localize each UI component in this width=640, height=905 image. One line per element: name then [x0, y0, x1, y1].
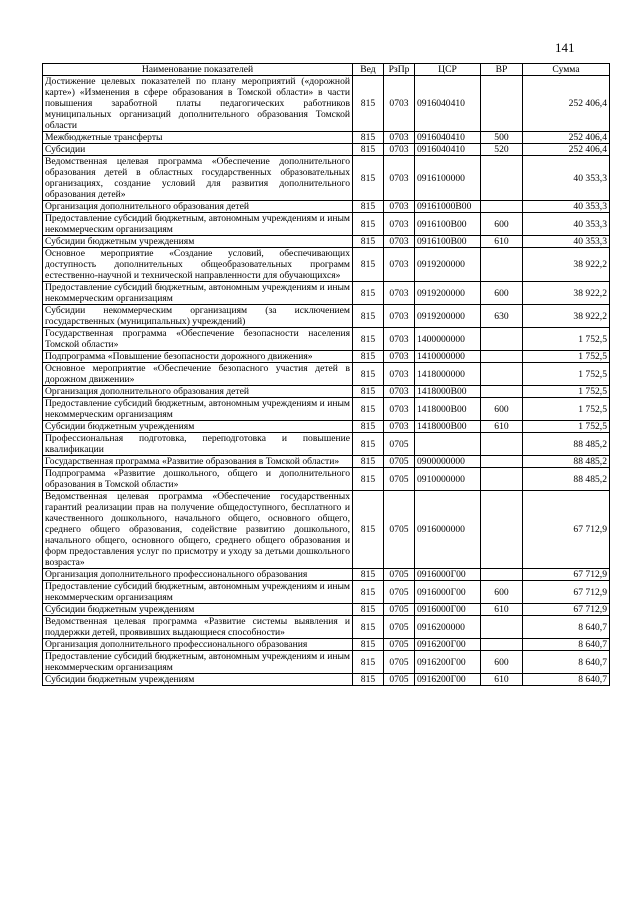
row-name: Межбюджетные трансферты — [43, 132, 353, 144]
row-csr: 0919200000 — [415, 248, 481, 282]
budget-table — [42, 63, 610, 686]
row-name: Предоставление субсидий бюджетным, автономным учреждениям и иным некоммерческим организациям — [43, 581, 353, 604]
row-sum: 67 712,9 — [523, 569, 610, 581]
row-rzpr: 0703 — [384, 305, 415, 328]
table-row — [43, 201, 610, 213]
row-csr: 0900000000 — [415, 456, 481, 468]
row-sum: 67 712,9 — [523, 604, 610, 616]
row-csr: 1418000В00 — [415, 398, 481, 421]
row-vr — [481, 569, 523, 581]
row-rzpr: 0705 — [384, 639, 415, 651]
row-vr: 520 — [481, 144, 523, 156]
row-name: Организация дополнительного образования детей — [43, 386, 353, 398]
table-header-row — [43, 64, 610, 76]
table-row — [43, 616, 610, 639]
row-sum: 1 752,5 — [523, 421, 610, 433]
row-ved: 815 — [353, 491, 384, 569]
row-ved: 815 — [353, 213, 384, 236]
table-row — [43, 144, 610, 156]
row-sum: 8 640,7 — [523, 674, 610, 686]
row-name: Предоставление субсидий бюджетным, автономным учреждениям и иным некоммерческим организациям — [43, 213, 353, 236]
row-csr: 0916040410 — [415, 144, 481, 156]
row-sum: 1 752,5 — [523, 328, 610, 351]
row-vr: 610 — [481, 421, 523, 433]
row-rzpr: 0703 — [384, 421, 415, 433]
row-csr: 0916100В00 — [415, 236, 481, 248]
row-csr: 0916200Г00 — [415, 674, 481, 686]
row-rzpr: 0703 — [384, 132, 415, 144]
row-csr: 0916100В00 — [415, 213, 481, 236]
row-rzpr: 0703 — [384, 386, 415, 398]
table-row — [43, 639, 610, 651]
row-ved: 815 — [353, 305, 384, 328]
row-csr: 0916200Г00 — [415, 651, 481, 674]
row-rzpr: 0703 — [384, 398, 415, 421]
row-sum: 252 406,4 — [523, 144, 610, 156]
row-rzpr: 0703 — [384, 328, 415, 351]
row-ved: 815 — [353, 433, 384, 456]
table-row — [43, 433, 610, 456]
row-vr — [481, 468, 523, 491]
row-name: Достижение целевых показателей по плану мероприятий («дорожной карте») «Изменения в сфере образования в Томской области» в части повышения заработной платы педагогических работников муниципальных организаций дополнительного образования Томской области — [43, 76, 353, 132]
row-name: Основное мероприятие «Обеспечение безопасного участия детей в дорожном движении» — [43, 363, 353, 386]
row-sum: 40 353,3 — [523, 156, 610, 201]
row-name: Субсидии бюджетным учреждениям — [43, 674, 353, 686]
row-name: Субсидии бюджетным учреждениям — [43, 421, 353, 433]
row-vr: 600 — [481, 398, 523, 421]
row-name: Субсидии некоммерческим организациям (за исключением государственных (муниципальных) учреждений) — [43, 305, 353, 328]
row-sum: 8 640,7 — [523, 616, 610, 639]
row-ved: 815 — [353, 616, 384, 639]
row-ved: 815 — [353, 248, 384, 282]
row-vr: 610 — [481, 604, 523, 616]
table-row — [43, 76, 610, 132]
row-ved: 815 — [353, 639, 384, 651]
row-csr: 1418000000 — [415, 363, 481, 386]
row-sum: 1 752,5 — [523, 351, 610, 363]
row-vr: 600 — [481, 213, 523, 236]
table-row — [43, 569, 610, 581]
row-ved: 815 — [353, 674, 384, 686]
row-name: Подпрограмма «Повышение безопасности дорожного движения» — [43, 351, 353, 363]
row-csr: 0916000000 — [415, 491, 481, 569]
row-ved: 815 — [353, 604, 384, 616]
row-sum: 67 712,9 — [523, 491, 610, 569]
row-rzpr: 0705 — [384, 581, 415, 604]
row-name: Субсидии бюджетным учреждениям — [43, 604, 353, 616]
row-sum: 88 485,2 — [523, 433, 610, 456]
row-vr — [481, 201, 523, 213]
row-name: Предоставление субсидий бюджетным, автономным учреждениям и иным некоммерческим организациям — [43, 282, 353, 305]
row-rzpr: 0705 — [384, 468, 415, 491]
table-row — [43, 651, 610, 674]
row-vr — [481, 639, 523, 651]
row-name: Ведомственная целевая программа «Развитие системы выявления и поддержки детей, проявивших выдающиеся способности» — [43, 616, 353, 639]
header-name: Наименование показателей — [43, 64, 353, 76]
row-rzpr: 0703 — [384, 156, 415, 201]
row-vr — [481, 433, 523, 456]
table-row — [43, 156, 610, 201]
row-name: Основное мероприятие «Создание условий, обеспечивающих доступность дополнительных общеобразовательных программ естественно-научной и технической направленности для обучающихся» — [43, 248, 353, 282]
row-ved: 815 — [353, 351, 384, 363]
row-sum: 38 922,2 — [523, 282, 610, 305]
table-row — [43, 132, 610, 144]
row-sum: 40 353,3 — [523, 213, 610, 236]
row-csr: 0916040410 — [415, 76, 481, 132]
row-name: Предоставление субсидий бюджетным, автономным учреждениям и иным некоммерческим организациям — [43, 651, 353, 674]
row-rzpr: 0703 — [384, 236, 415, 248]
row-rzpr: 0703 — [384, 282, 415, 305]
row-rzpr: 0705 — [384, 569, 415, 581]
row-sum: 1 752,5 — [523, 398, 610, 421]
header-ved: Вед — [353, 64, 384, 76]
row-ved: 815 — [353, 651, 384, 674]
table-row — [43, 604, 610, 616]
row-csr: 0916200000 — [415, 616, 481, 639]
row-vr — [481, 456, 523, 468]
table-row — [43, 468, 610, 491]
row-ved: 815 — [353, 569, 384, 581]
row-csr: 0910000000 — [415, 468, 481, 491]
row-vr: 630 — [481, 305, 523, 328]
row-name: Организация дополнительного профессионального образования — [43, 639, 353, 651]
row-name: Профессиональная подготовка, переподготовка и повышение квалификации — [43, 433, 353, 456]
row-vr — [481, 328, 523, 351]
table-row — [43, 491, 610, 569]
row-vr — [481, 491, 523, 569]
table-row — [43, 421, 610, 433]
row-rzpr: 0705 — [384, 674, 415, 686]
row-csr: 0916000Г00 — [415, 569, 481, 581]
row-vr — [481, 616, 523, 639]
row-name: Субсидии бюджетным учреждениям — [43, 236, 353, 248]
row-name: Организация дополнительного профессионального образования — [43, 569, 353, 581]
row-csr: 09161000В00 — [415, 201, 481, 213]
row-name: Государственная программа «Развитие образования в Томской области» — [43, 456, 353, 468]
row-ved: 815 — [353, 386, 384, 398]
row-vr: 500 — [481, 132, 523, 144]
row-csr: 0916000Г00 — [415, 581, 481, 604]
row-csr: 0916040410 — [415, 132, 481, 144]
table-row — [43, 581, 610, 604]
table-row — [43, 351, 610, 363]
row-csr — [415, 433, 481, 456]
table-row — [43, 363, 610, 386]
row-sum: 252 406,4 — [523, 76, 610, 132]
row-rzpr: 0705 — [384, 651, 415, 674]
table-row — [43, 213, 610, 236]
row-ved: 815 — [353, 132, 384, 144]
row-sum: 38 922,2 — [523, 248, 610, 282]
row-ved: 815 — [353, 282, 384, 305]
row-rzpr: 0705 — [384, 433, 415, 456]
row-ved: 815 — [353, 201, 384, 213]
row-name: Организация дополнительного образования детей — [43, 201, 353, 213]
table-row — [43, 674, 610, 686]
row-sum: 38 922,2 — [523, 305, 610, 328]
table-row — [43, 248, 610, 282]
header-vr: ВР — [481, 64, 523, 76]
row-sum: 1 752,5 — [523, 386, 610, 398]
table-row — [43, 456, 610, 468]
row-ved: 815 — [353, 456, 384, 468]
row-vr — [481, 351, 523, 363]
row-rzpr: 0703 — [384, 201, 415, 213]
table-row — [43, 328, 610, 351]
row-vr: 610 — [481, 236, 523, 248]
row-name: Субсидии — [43, 144, 353, 156]
row-sum: 40 353,3 — [523, 236, 610, 248]
row-name: Ведомственная целевая программа «Обеспечение государственных гарантий реализации прав на получение общедоступного, бесплатного и качественного дошкольного, начального общего, основного общего, среднего общего образования, содействие развитию дошкольного, начального общего, основного общего, среднего общего образования и форм предоставления услуг по присмотру и уходу за детьми дошкольного возраста» — [43, 491, 353, 569]
row-csr: 1410000000 — [415, 351, 481, 363]
table-row — [43, 398, 610, 421]
row-rzpr: 0703 — [384, 363, 415, 386]
header-csr: ЦСР — [415, 64, 481, 76]
row-sum: 1 752,5 — [523, 363, 610, 386]
header-sum: Сумма — [523, 64, 610, 76]
row-ved: 815 — [353, 156, 384, 201]
table-row — [43, 236, 610, 248]
row-sum: 67 712,9 — [523, 581, 610, 604]
row-sum: 8 640,7 — [523, 651, 610, 674]
row-vr — [481, 363, 523, 386]
row-csr: 0916100000 — [415, 156, 481, 201]
row-rzpr: 0703 — [384, 76, 415, 132]
row-ved: 815 — [353, 363, 384, 386]
row-ved: 815 — [353, 236, 384, 248]
row-rzpr: 0703 — [384, 213, 415, 236]
row-ved: 815 — [353, 468, 384, 491]
row-sum: 8 640,7 — [523, 639, 610, 651]
table-row — [43, 386, 610, 398]
row-rzpr: 0705 — [384, 491, 415, 569]
row-vr: 600 — [481, 581, 523, 604]
table-row — [43, 282, 610, 305]
row-csr: 0916200Г00 — [415, 639, 481, 651]
row-vr: 600 — [481, 282, 523, 305]
row-vr — [481, 248, 523, 282]
row-sum: 252 406,4 — [523, 132, 610, 144]
row-ved: 815 — [353, 144, 384, 156]
row-rzpr: 0703 — [384, 248, 415, 282]
row-vr: 610 — [481, 674, 523, 686]
row-vr: 600 — [481, 651, 523, 674]
row-vr — [481, 386, 523, 398]
row-csr: 0916000Г00 — [415, 604, 481, 616]
row-sum: 40 353,3 — [523, 201, 610, 213]
row-name: Государственная программа «Обеспечение безопасности населения Томской области» — [43, 328, 353, 351]
row-rzpr: 0705 — [384, 456, 415, 468]
row-sum: 88 485,2 — [523, 468, 610, 491]
row-rzpr: 0703 — [384, 144, 415, 156]
row-ved: 815 — [353, 421, 384, 433]
row-ved: 815 — [353, 581, 384, 604]
row-ved: 815 — [353, 76, 384, 132]
row-name: Подпрограмма «Развитие дошкольного, общего и дополнительного образования в Томской области» — [43, 468, 353, 491]
row-rzpr: 0703 — [384, 351, 415, 363]
row-rzpr: 0705 — [384, 616, 415, 639]
row-name: Ведомственная целевая программа «Обеспечение дополнительного образования детей в областных государственных образовательных организациях, создание условий для развития дополнительного образования детей» — [43, 156, 353, 201]
header-rzpr: РзПр — [384, 64, 415, 76]
row-csr: 1400000000 — [415, 328, 481, 351]
row-vr — [481, 76, 523, 132]
row-sum: 88 485,2 — [523, 456, 610, 468]
row-vr — [481, 156, 523, 201]
row-ved: 815 — [353, 398, 384, 421]
row-csr: 0919200000 — [415, 305, 481, 328]
row-csr: 1418000В00 — [415, 421, 481, 433]
row-rzpr: 0705 — [384, 604, 415, 616]
row-name: Предоставление субсидий бюджетным, автономным учреждениям и иным некоммерческим организациям — [43, 398, 353, 421]
row-csr: 1418000В00 — [415, 386, 481, 398]
row-csr: 0919200000 — [415, 282, 481, 305]
page-number: 141 — [555, 40, 575, 55]
row-ved: 815 — [353, 328, 384, 351]
table-row — [43, 305, 610, 328]
